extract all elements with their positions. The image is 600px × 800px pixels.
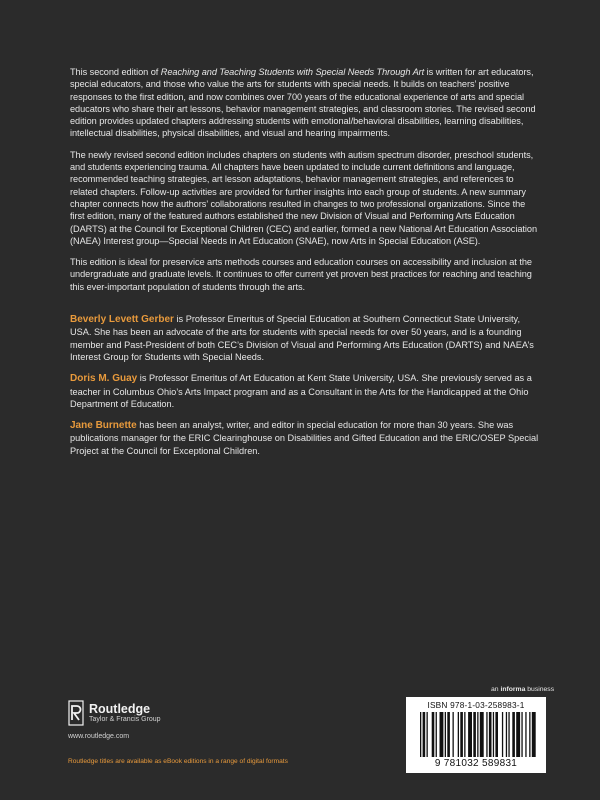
author-bios	[70, 313, 540, 457]
back-cover-text	[70, 66, 540, 466]
author-bio-text: is Professor Emeritus of Art Education at Kent State University, USA. She previously served as a teacher in Columbus Ohio’s Arts Impact program and as a Consultant in the Arts for the Handicapped at the Ohio Department of Education.	[70, 373, 532, 409]
author-name: Jane Burnette	[70, 420, 137, 432]
publisher-name: Routledge	[89, 701, 151, 716]
informa-suffix: business	[525, 686, 555, 693]
routledge-logo-icon	[68, 700, 84, 726]
author-bio-text: has been an analyst, writer, and editor in special education for more than 30 years. She was publications manager for the ERIC Clearinghouse on Disabilities and Gifted Education and the ERIC/OSEP Special Project at the Council for Exceptional Children.	[70, 420, 539, 456]
description-paragraph-2: The newly revised second edition includes chapters on students with autism spectrum disorder, preschool students, and students experiencing trauma. All chapters have been updated to include current definitions and language, recommended teaching strategies, art lesson adaptations, behavior management strategies, and references to related chapters. Follow-up activities are provided for further insights into each group of students. A new summary chapter connects how the authors’ collaborations resulted in changes to two professional organizations. Since the first edition, many of the featured authors established the new Division of Visual and Performing Arts Education (DARTS) at the Council for Exceptional Children (CEC) and earlier, formed a new National Art Education Association (NAEA) Interest group—Special Needs in Art Education (SNAE), now Arts in Special Education (ASE).	[70, 149, 538, 246]
author-bio	[70, 372, 540, 410]
publisher-group: Taylor & Francis Group	[89, 715, 161, 723]
description-paragraph-1	[70, 66, 540, 140]
description-text: This second edition of	[70, 67, 161, 77]
ebook-note: Routledge titles are available as eBook editions in a range of digital formats	[68, 758, 288, 765]
barcode-number: 9 781032 589831	[434, 758, 518, 769]
author-bio	[70, 313, 540, 363]
isbn-barcode	[406, 697, 546, 773]
book-title: Reaching and Teaching Students with Special Needs Through Art	[160, 67, 425, 77]
publisher-logo	[68, 700, 268, 726]
informa-prefix: an	[491, 686, 501, 693]
description-paragraph-3: This edition is ideal for preservice arts methods courses and education courses on accessibility and inclusion at the undergraduate and graduate levels. It continues to offer current yet proven best practices for reaching and teaching this ever-important population of students through the arts.	[70, 257, 532, 292]
description-text: is written for art educators, special educators, and those who value the arts for students with special needs. It builds on teachers’ positive responses to the first edition, and now combines over 700 years of the educational experience of arts and special educators who share their art lessons, behavior management strategies, and classroom stories. The revised second edition provides updated chapters addressing students with emotional/behavioral disabilities, learning disabilities, intellectual disabilities, physical disabilities, and visual and hearing impairments.	[70, 67, 536, 139]
author-bio	[70, 419, 540, 457]
publisher-website: www.routledge.com	[68, 733, 130, 740]
isbn-label: ISBN 978-1-03-258983-1	[427, 700, 525, 710]
author-bio-text: is Professor Emeritus of Special Education at Southern Connecticut State University, USA. She has been an advocate of the arts for students with special needs for over 50 years, and is a founding member and Past-President of both CEC’s Division of Visual and Performing Arts Education (DARTS) and NAEA’s Interest Group for Students with Special Needs.	[70, 314, 534, 362]
publisher-block	[68, 700, 268, 740]
author-name: Beverly Levett Gerber	[70, 314, 174, 326]
informa-brand: informa	[500, 686, 526, 693]
author-name: Doris M. Guay	[70, 373, 138, 385]
informa-tagline	[491, 686, 554, 693]
